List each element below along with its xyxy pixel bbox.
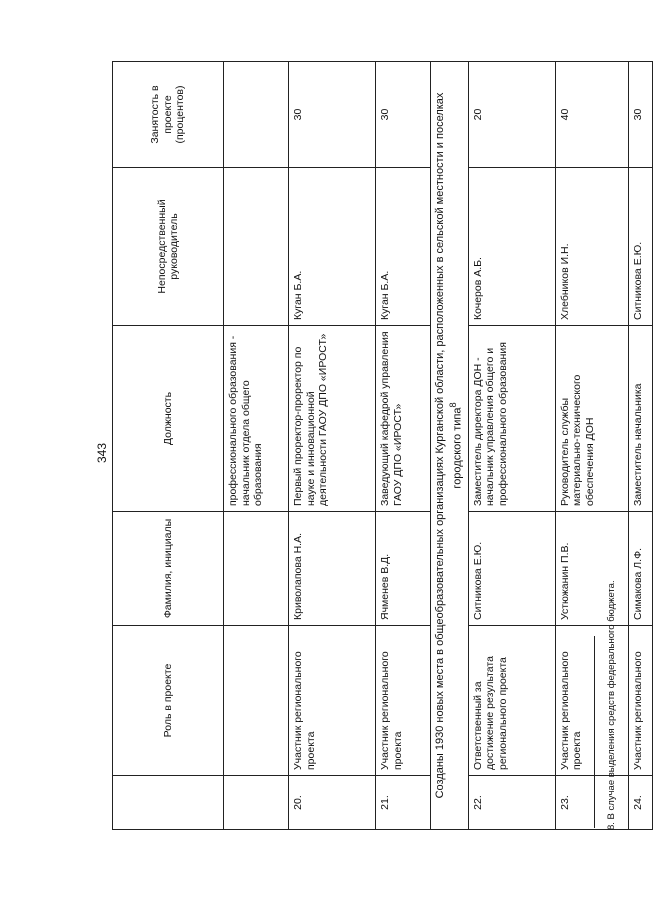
footnote-divider — [594, 636, 595, 828]
cell-load: 20 — [468, 62, 555, 168]
cell-number: 23. — [555, 776, 628, 830]
cell-supervisor: Ситникова Е.Ю. — [628, 168, 652, 326]
header-number — [113, 776, 224, 830]
cell-position: Заместитель директора ДОН - начальник управления общего и профессионального образования — [468, 326, 555, 512]
cell-position: Первый проректор-проректор по науке и инновационной деятельности ГАОУ ДПО «ИРОСТ» — [289, 326, 376, 512]
cell-name: Устюжанин П.В. — [555, 512, 628, 626]
cell-load: 30 — [628, 62, 652, 168]
cell-position: Заместитель начальника — [628, 326, 652, 512]
table-row — [376, 62, 431, 830]
table-row — [224, 62, 289, 830]
footnote-mark: 8 — [448, 402, 458, 408]
cell-name: Криволапова Н.А. — [289, 512, 376, 626]
table-row — [628, 62, 652, 830]
cell-supervisor: Кочеров А.Б. — [468, 168, 555, 326]
cell-position: Руководитель службы материально-технического обеспечения ДОН — [555, 326, 628, 512]
project-team-table — [112, 61, 653, 830]
table-header-row — [113, 62, 224, 830]
cell-load: 30 — [376, 62, 431, 168]
cell-number: 21. — [376, 776, 431, 830]
footnote-text: 8. В случае выделения средств федерального бюджета. — [606, 580, 617, 830]
header-load: Занятость в проекте (процентов) — [113, 62, 224, 168]
table-row — [468, 62, 555, 830]
cell-number: 22. — [468, 776, 555, 830]
header-role: Роль в проекте — [113, 626, 224, 776]
header-supervisor: Непосредственный руководитель — [113, 168, 224, 326]
cell-load: 30 — [289, 62, 376, 168]
cell-number — [224, 776, 289, 830]
cell-role: Участник регионального проекта — [555, 626, 628, 776]
page-number: 343 — [95, 442, 109, 464]
cell-position: Заведующий кафедрой управления ГАОУ ДПО «ИРОСТ» — [376, 326, 431, 512]
cell-number: 24. — [628, 776, 652, 830]
cell-supervisor: Куган Б.А. — [376, 168, 431, 326]
cell-name: Симакова Л.Ф. — [628, 512, 652, 626]
cell-load: 40 — [555, 62, 628, 168]
section-title-cell — [431, 62, 469, 830]
section-title: Созданы 1930 новых места в общеобразовательных организациях Курганской области, расположенных в сельской местности и поселках городского типа — [434, 92, 464, 799]
cell-name — [224, 512, 289, 626]
cell-role: Ответственный за достижение результата регионального проекта — [468, 626, 555, 776]
cell-load — [224, 62, 289, 168]
cell-role — [224, 626, 289, 776]
cell-role: Участник регионального — [628, 626, 652, 776]
cell-supervisor: Куган Б.А. — [289, 168, 376, 326]
rotated-page-body — [112, 62, 644, 830]
cell-name: Ситникова Е.Ю. — [468, 512, 555, 626]
cell-supervisor — [224, 168, 289, 326]
cell-position: профессионального образования - начальник отдела общего образования — [224, 326, 289, 512]
cell-name: Ячменев В.Д. — [376, 512, 431, 626]
table-row — [289, 62, 376, 830]
cell-role: Участник регионального проекта — [376, 626, 431, 776]
cell-number: 20. — [289, 776, 376, 830]
header-position: Должность — [113, 326, 224, 512]
cell-role: Участник регионального проекта — [289, 626, 376, 776]
section-row — [431, 62, 469, 830]
header-name: Фамилия, инициалы — [113, 512, 224, 626]
cell-supervisor: Хлебников И.Н. — [555, 168, 628, 326]
